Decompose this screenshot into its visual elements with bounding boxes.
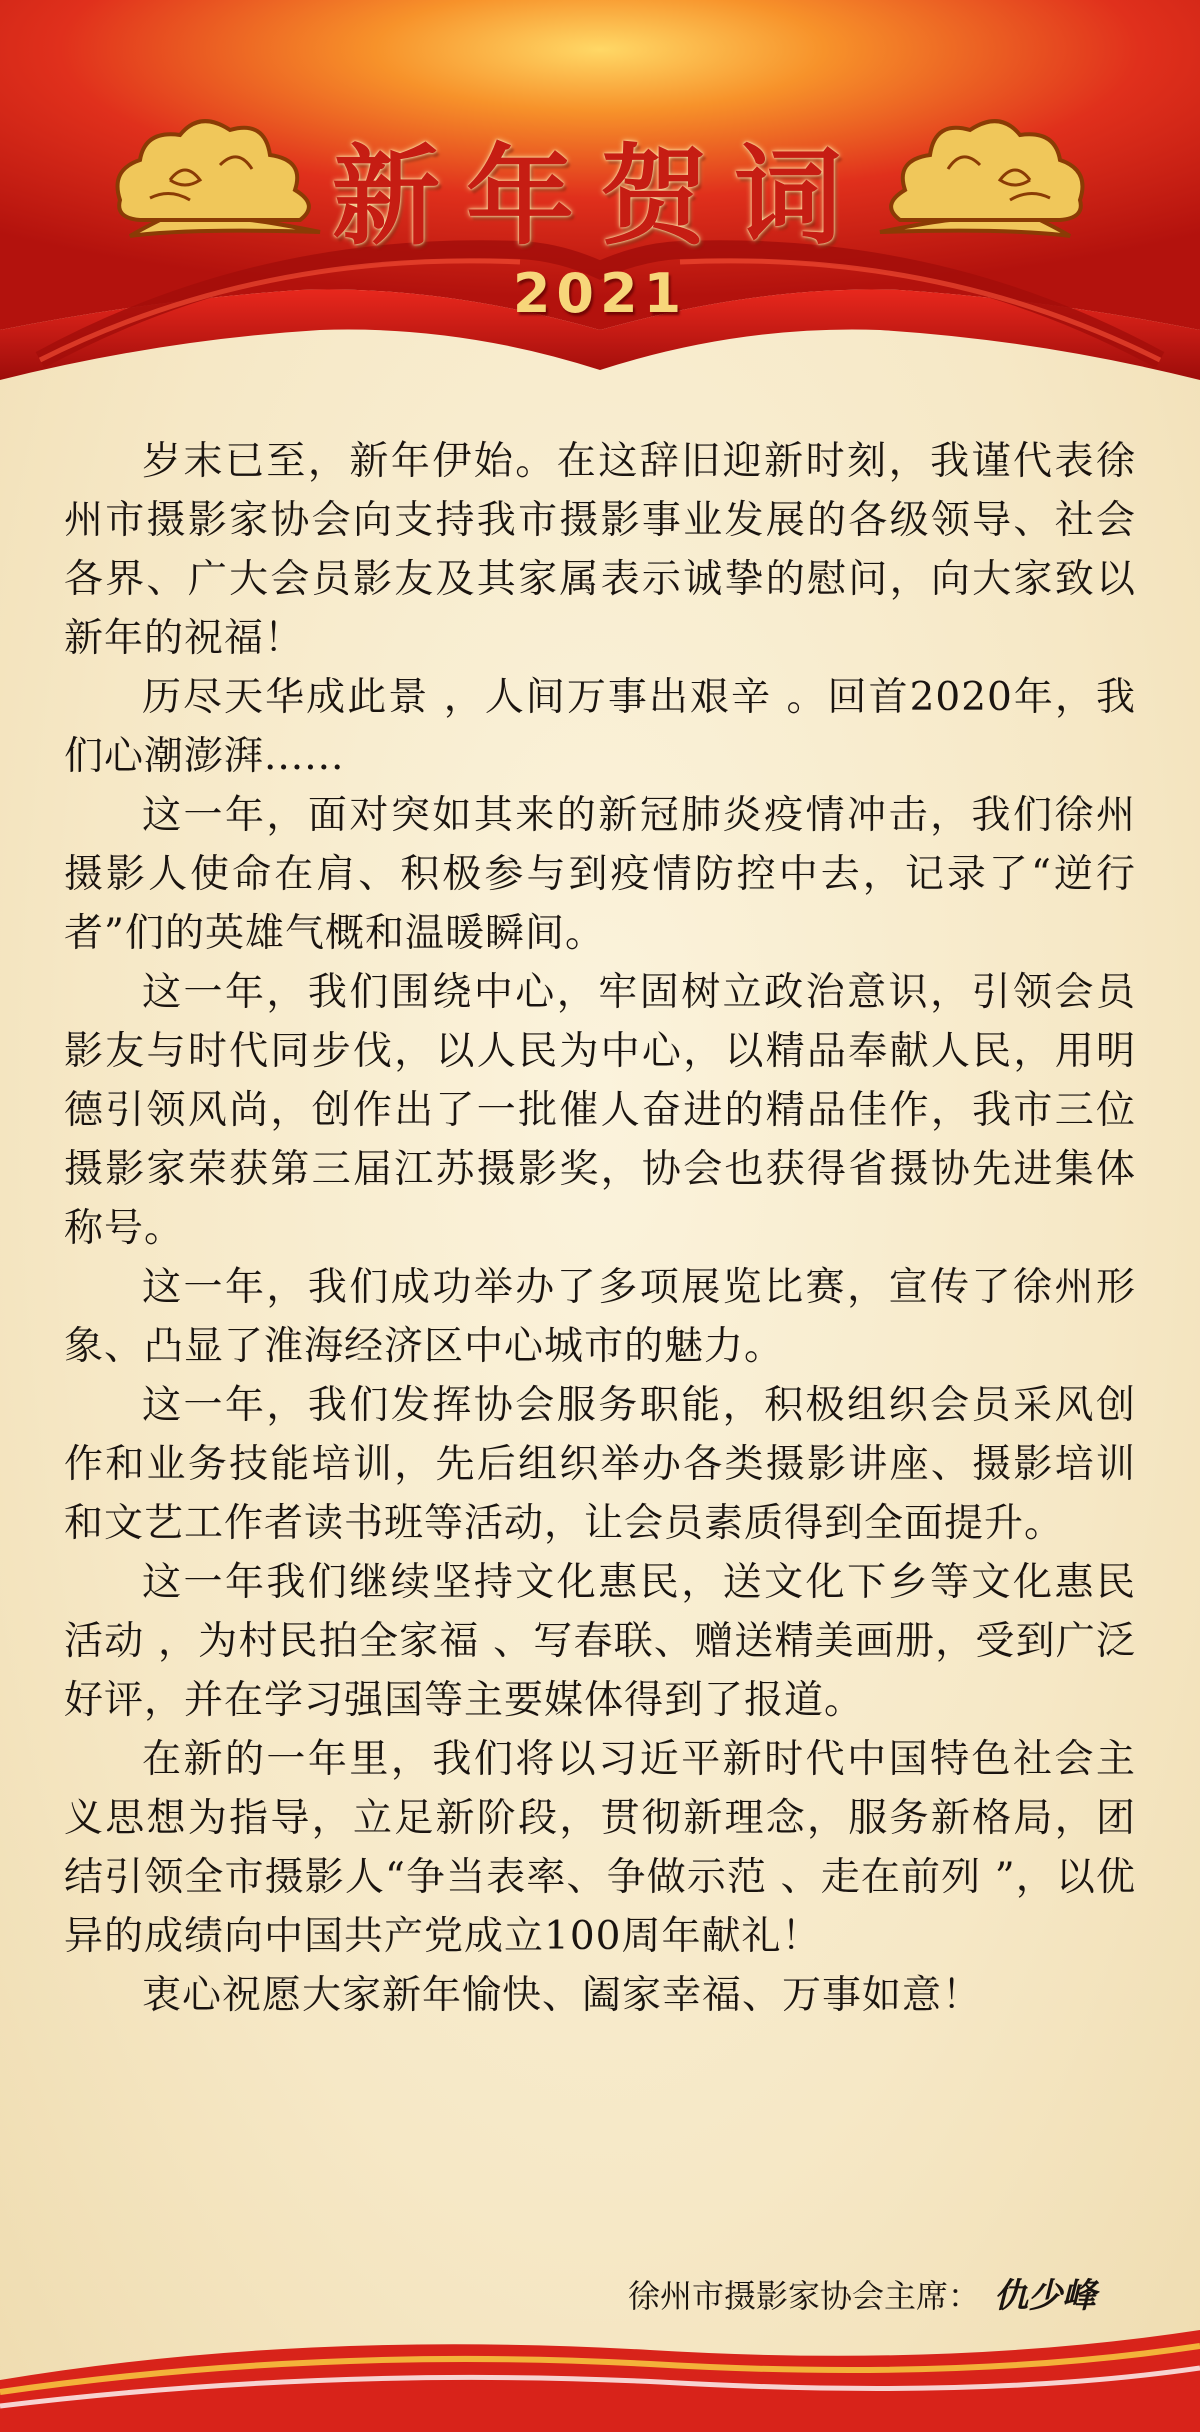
bottom-red-wave (0, 2310, 1200, 2432)
header-banner (0, 0, 1200, 430)
paragraph: 历尽天华成此景 ，人间万事出艰辛 。回首2020年，我们心潮澎湃...... (64, 675, 1136, 779)
year-label: 2021 (512, 262, 688, 325)
greeting-body (64, 432, 1136, 2025)
page-title: 新年贺词 (331, 135, 868, 260)
paragraph: 这一年，我们发挥协会服务职能，积极组织会员采风创作和业务技能培训，先后组织举办各类摄影讲座、摄影培训和文艺工作者读书班等活动，让会员素质得到全面提升。 (64, 1383, 1136, 1546)
paragraph: 岁末已至，新年伊始。在这辞旧迎新时刻，我谨代表徐州市摄影家协会向支持我市摄影事业发展的各级领导、社会各界、广大会员影友及其家属表示诚挚的慰问，向大家致以新年的祝福！ (64, 439, 1136, 661)
paragraph: 这一年，面对突如其来的新冠肺炎疫情冲击，我们徐州摄影人使命在肩、积极参与到疫情防控中去，记录了“逆行者”们的英雄气概和温暖瞬间。 (64, 793, 1136, 956)
signature-name: 仇少峰 (994, 2276, 1096, 2316)
paragraph: 在新的一年里，我们将以习近平新时代中国特色社会主义思想为指导，立足新阶段，贯彻新理念，服务新格局，团结引领全市摄影人“争当表率、争做示范 、走在前列 ”，以优异的成绩向中国共产党成立100周年献礼！ (64, 1737, 1136, 1959)
paragraph: 衷心祝愿大家新年愉快、阖家幸福、万事如意！ (142, 1973, 983, 2018)
signature-title: 徐州市摄影家协会主席： (627, 2277, 980, 2315)
paragraph: 这一年，我们围绕中心，牢固树立政治意识，引领会员影友与时代同步伐，以人民为中心，以精品奉献人民，用明德引领风尚，创作出了一批催人奋进的精品佳作，我市三位摄影家荣获第三届江苏摄影奖，协会也获得省摄协先进集体称号。 (64, 970, 1136, 1251)
paragraph: 这一年，我们成功举办了多项展览比赛，宣传了徐州形象、凸显了淮海经济区中心城市的魅力。 (64, 1265, 1136, 1369)
paragraph: 这一年我们继续坚持文化惠民，送文化下乡等文化惠民活动 ，为村民拍全家福 、写春联、赠送精美画册，受到广泛好评，并在学习强国等主要媒体得到了报道。 (64, 1560, 1136, 1723)
